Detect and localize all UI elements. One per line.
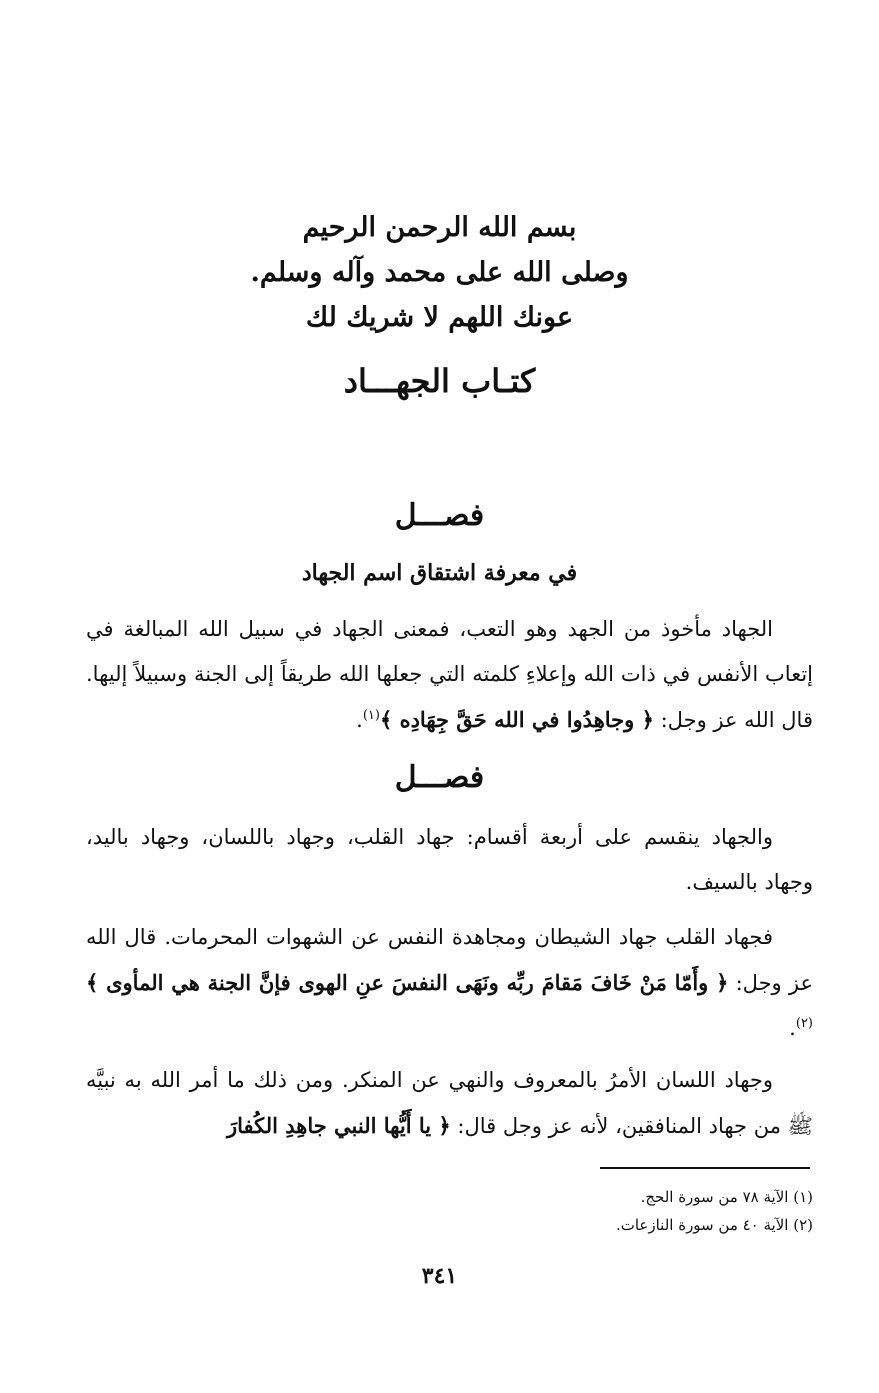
quran-quote: ﴿ وجاهِدُوا في الله حَقَّ جِهَادِه ﴾ xyxy=(379,707,654,732)
paragraph-text: الجهاد مأخوذ من الجهد وهو التعب، فمعنى الجهاد في سبيل الله المبالغة في إتعاب الأنفس في ذات الله وإعلاءِ كلمته التي جعلها الله طريقاً إلى الجنة وسبيلاً إليها. قال الله عز وجل: xyxy=(86,617,813,732)
section-heading-1: فصـــل xyxy=(394,498,485,533)
sentence-end: . xyxy=(789,1016,796,1040)
paragraph-divisions xyxy=(86,815,813,905)
paragraph-text: فجهاد القلب جهاد الشيطان ومجاهدة النفس عن الشهوات المحرمات. قال الله عز وجل: xyxy=(86,925,813,995)
paragraph-heart-jihad xyxy=(86,915,813,1051)
section-heading-2: فصـــل xyxy=(394,760,485,795)
book-title: كتـاب الجهـــاد xyxy=(343,362,536,400)
footnote-ref: (١) xyxy=(362,708,380,723)
salawat-line: وصلى الله على محمد وآله وسلم. xyxy=(250,257,629,288)
opening-invocation xyxy=(0,205,879,340)
footnote-1: (١) الآية ٧٨ من سورة الحج. xyxy=(640,1188,813,1206)
paragraph-text: والجهاد ينقسم على أربعة أقسام: جهاد القلب، وجهاد باللسان، وجهاد باليد، وجهاد بالسيف. xyxy=(86,825,813,894)
sentence-end: . xyxy=(356,708,363,732)
supplication-line: عونك اللهم لا شريك لك xyxy=(305,302,574,333)
paragraph-text: وجهاد اللسان الأمرُ بالمعروف والنهي عن المنكر. ومن ذلك ما أمر الله به نبيَّه ﷺ من جهاد المنافقين، لأنه عز وجل قال: xyxy=(86,1068,813,1138)
paragraph-derivation xyxy=(86,607,813,743)
section-subheading-1: في معرفة اشتقاق اسم الجهاد xyxy=(301,560,578,586)
footnote-ref: (٢) xyxy=(795,1016,813,1031)
paragraph-tongue-jihad xyxy=(86,1058,813,1149)
page-number: ٣٤١ xyxy=(421,1263,458,1289)
footnote-2: (٢) الآية ٤٠ من سورة النازعات. xyxy=(615,1216,813,1234)
quran-quote: ﴿ وأَمّا مَنْ خَافَ مَقامَ ربِّه ونَهَى النفسَ عنِ الهوى فإنَّ الجنة هي المأوى ﴾ xyxy=(86,970,729,995)
basmala-line: بسم الله الرحمن الرحيم xyxy=(302,212,577,243)
footnotes xyxy=(86,1183,813,1239)
footnote-divider xyxy=(600,1167,810,1169)
quran-quote: ﴿ يا أَيُّها النبي جاهِدِ الكُفارَ xyxy=(226,1113,451,1138)
